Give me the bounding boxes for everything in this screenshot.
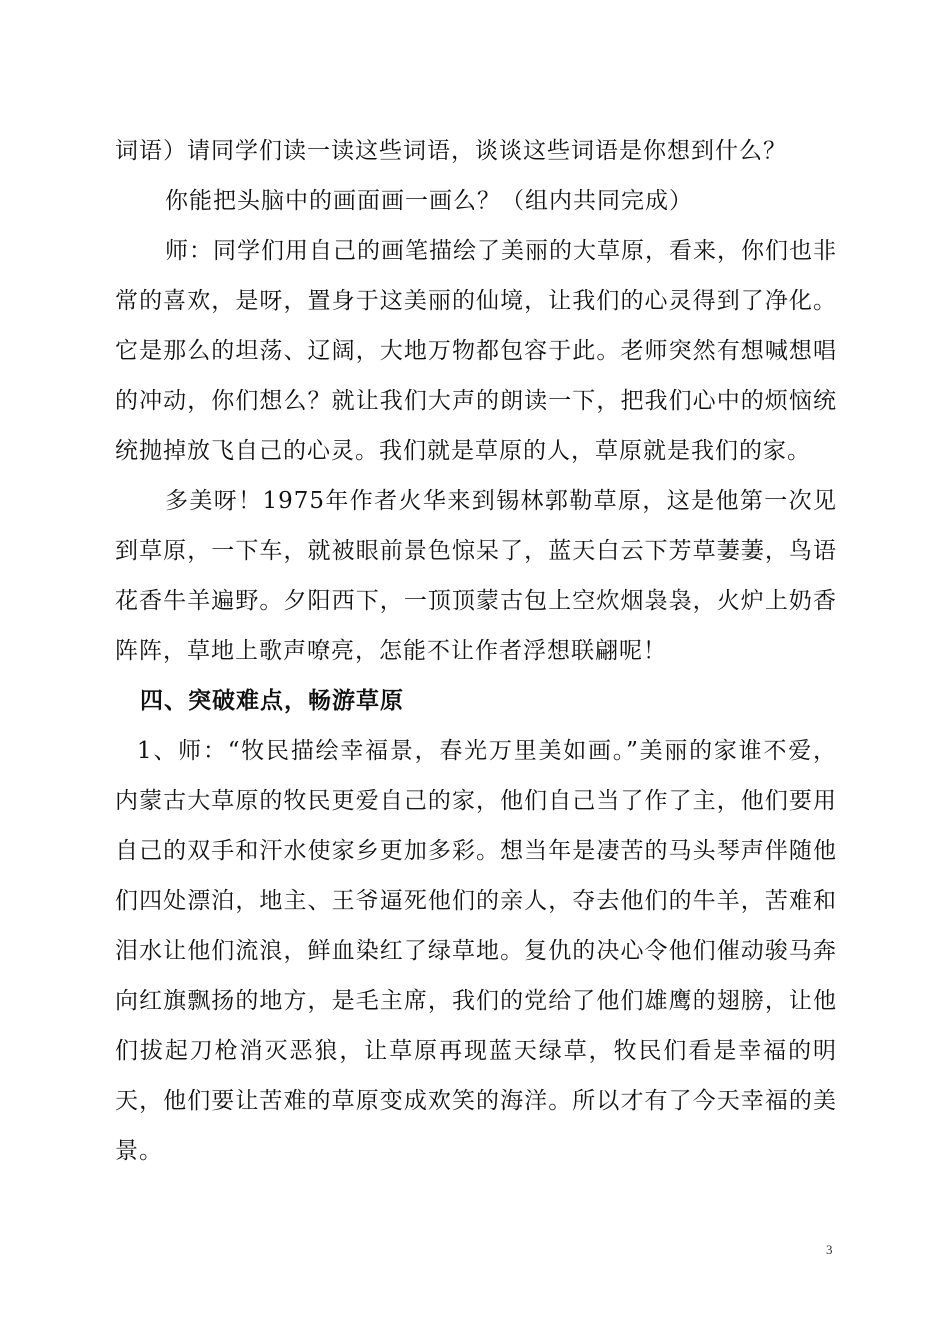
paragraph-teacher-remarks: 师：同学们用自己的画笔描绘了美丽的大草原，看来，你们也非常的喜欢，是呀，置身于这美丽的仙境，让我们的心灵得到了净化。它是那么的坦荡、辽阔，大地万物都包容于此。老师突然有想喊想唱的冲动，你们想么？就让我们大声的朗读一下，把我们心中的烦恼统统抛掉放飞自己的心灵。我们就是草原的人，草原就是我们的家。 <box>115 238 837 464</box>
paragraph-author-background: 多美呀！1975年作者火华来到锡林郭勒草原，这是他第一次见到草原，一下车，就被眼前景色惊呆了，蓝天白云下芳草萋萋，鸟语花香牛羊遍野。夕阳西下，一顶顶蒙古包上空炊烟袅袅，火炉上奶香阵阵，草地上歌声嘹亮，怎能不让作者浮想联翩呢！ <box>115 488 837 664</box>
paragraph-section-one: 1、师：“牧民描绘幸福景，春光万里美如画。”美丽的家谁不爱，内蒙古大草原的牧民更爱自己的家，他们自己当了作了主，他们要用自己的双手和汗水使家乡更加多彩。想当年是凄苦的马头琴声伴随他们四处漂泊，地主、王爷逼死他们的亲人，夺去他们的牛羊，苦难和泪水让他们流浪，鲜血染红了绿草地。复仇的决心令他们催动骏马奔向红旗飘扬的地方，是毛主席，我们的党给了他们雄鹰的翅膀，让他们拔起刀枪消灭恶狼，让草原再现蓝天绿草，牧民们看是幸福的明天，他们要让苦难的草原变成欢笑的海洋。所以才有了今天幸福的美景。 <box>115 738 837 1164</box>
section-heading: 四、突破难点，畅游草原 <box>140 688 404 714</box>
paragraph-words-discussion: 词语）请同学们读一读这些词语，谈谈这些词语是你想到什么？ <box>115 138 787 164</box>
page-number: 3 <box>826 1242 833 1257</box>
document-body <box>115 126 837 1176</box>
paragraph-draw-picture: 你能把头脑中的画面画一画么？（组内共同完成） <box>165 188 693 214</box>
